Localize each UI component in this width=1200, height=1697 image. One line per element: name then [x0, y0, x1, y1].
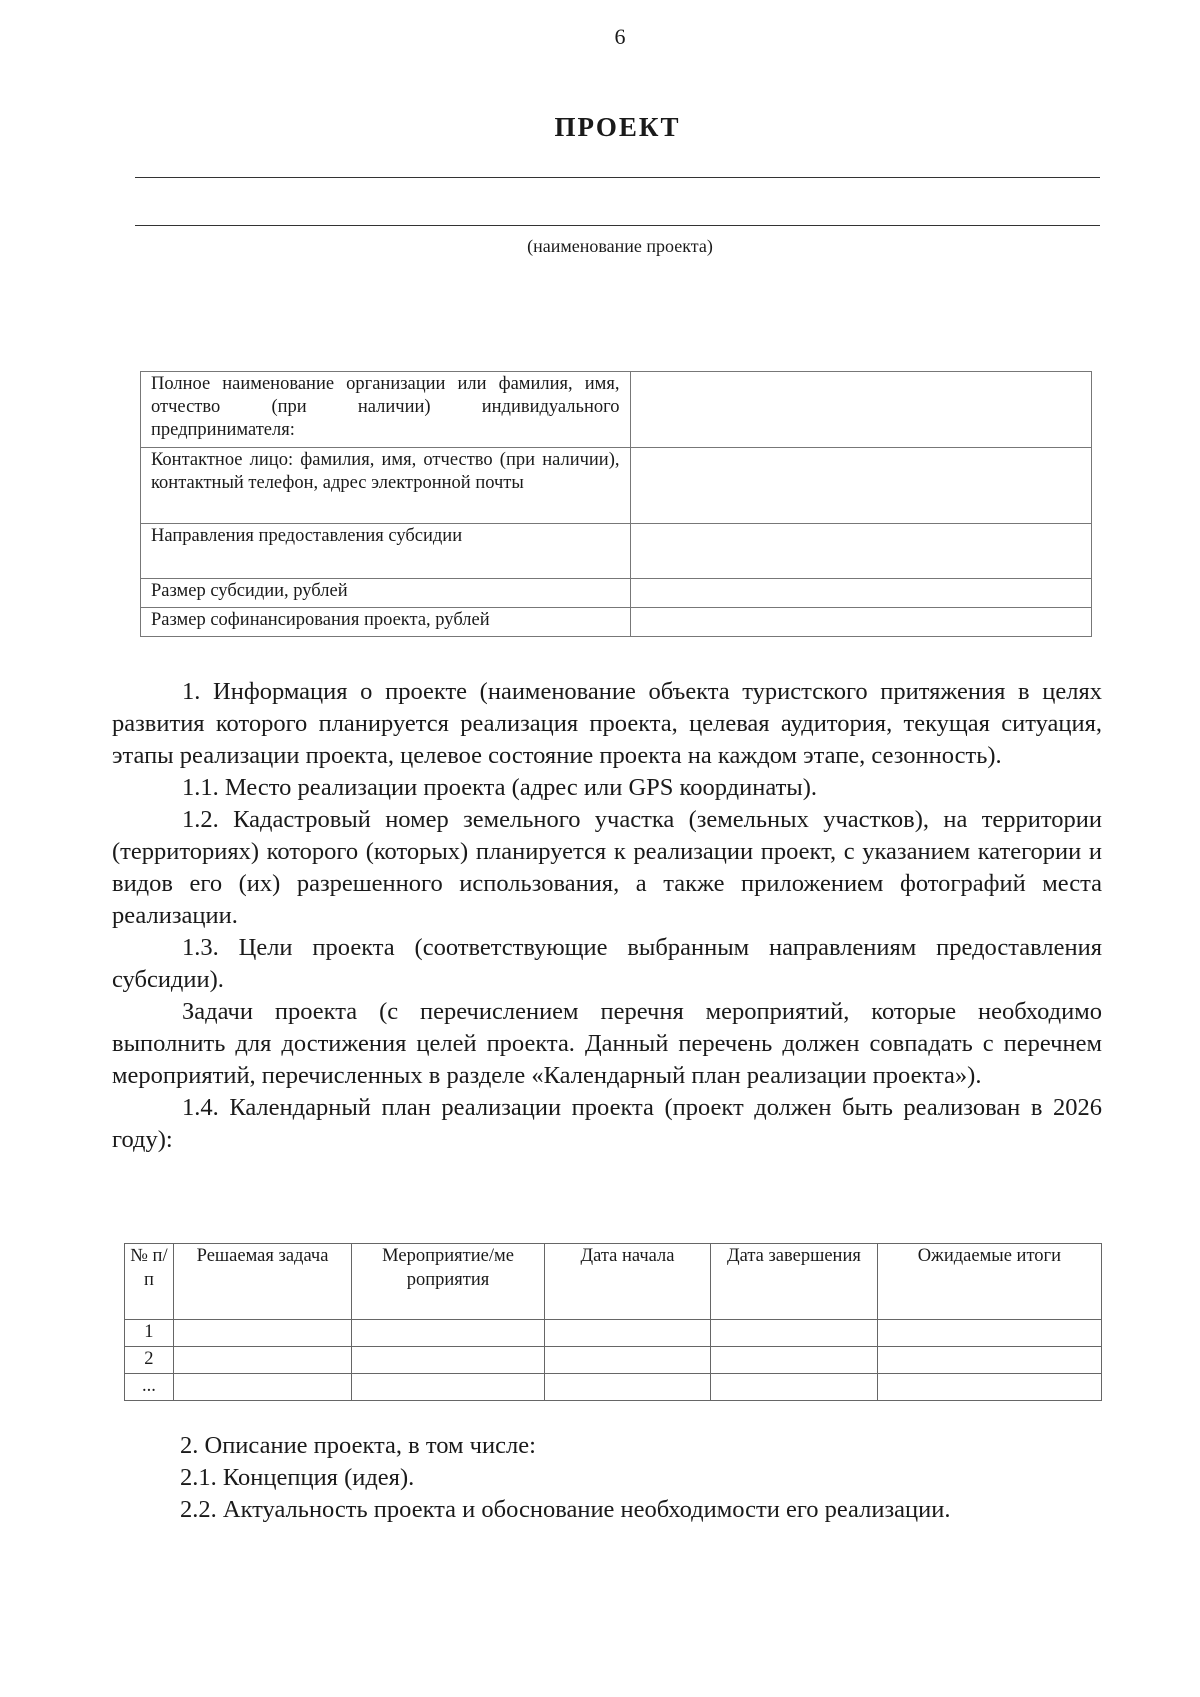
project-name-line-2 — [135, 225, 1100, 226]
table-cell: ... — [125, 1374, 174, 1401]
project-information-section — [112, 676, 1102, 1156]
project-name-caption: (наименование проекта) — [527, 236, 713, 256]
calendar-plan-table — [124, 1243, 1102, 1401]
table-cell — [544, 1347, 710, 1374]
paragraph-location: 1.1. Место реализации проекта (адрес или GPS координаты). — [182, 774, 818, 801]
table-cell — [173, 1374, 351, 1401]
plan-header-end-date: Дата завершения — [711, 1244, 878, 1320]
table-cell — [352, 1320, 545, 1347]
table-cell — [711, 1347, 878, 1374]
paragraph-goals: 1.3. Цели проекта (соответствующие выбранным направлениям предоставления субсидии). — [112, 934, 1102, 993]
paragraph-calendar-plan: 1.4. Календарный план реализации проекта (проект должен быть реализован в 2026 году): — [112, 1094, 1102, 1153]
table-cell — [352, 1374, 545, 1401]
table-cell — [711, 1320, 878, 1347]
info-value — [630, 608, 1092, 637]
table-row — [125, 1374, 1102, 1401]
info-row — [141, 448, 1092, 524]
table-cell — [544, 1320, 710, 1347]
info-row — [141, 608, 1092, 637]
table-cell — [544, 1374, 710, 1401]
plan-header-number: № п/ п — [125, 1244, 174, 1320]
info-row — [141, 372, 1092, 448]
applicant-info-table — [140, 371, 1092, 637]
project-name-line-1 — [135, 177, 1100, 178]
table-cell: 2 — [125, 1347, 174, 1374]
plan-header-start-date: Дата начала — [544, 1244, 710, 1320]
table-row — [125, 1347, 1102, 1374]
info-label: Направления предоставления субсидии — [141, 524, 631, 579]
table-row — [125, 1320, 1102, 1347]
table-cell — [711, 1374, 878, 1401]
table-cell — [173, 1347, 351, 1374]
plan-header-task: Решаемая задача — [173, 1244, 351, 1320]
table-cell — [877, 1347, 1101, 1374]
plan-header-row — [125, 1244, 1102, 1320]
plan-header-activity: Мероприятие/ме роприятия — [352, 1244, 545, 1320]
info-label: Размер субсидии, рублей — [141, 579, 631, 608]
paragraph-tasks: Задачи проекта (с перечислением перечня мероприятий, которые необходимо выполнить для достижения целей проекта. Данный перечень должен совпадать с перечнем мероприятий, перечисленных в разделе «Календарный план реализации проекта»). — [112, 998, 1102, 1089]
table-cell — [877, 1374, 1101, 1401]
paragraph-concept: 2.1. Концепция (идея). — [180, 1464, 415, 1491]
table-cell — [352, 1347, 545, 1374]
info-value — [630, 448, 1092, 524]
paragraph-cadastral: 1.2. Кадастровый номер земельного участка (земельных участков), на территории (территориях) которого (которых) планируется к реализации проект, с указанием категории и видов его (их) разрешенного использования, а также приложением фотографий места реализации. — [112, 806, 1102, 929]
table-cell — [173, 1320, 351, 1347]
page-number: 6 — [614, 24, 626, 49]
info-label: Размер софинансирования проекта, рублей — [141, 608, 631, 637]
document-title: ПРОЕКТ — [554, 112, 681, 142]
info-value — [630, 372, 1092, 448]
plan-header-results: Ожидаемые итоги — [877, 1244, 1101, 1320]
info-row — [141, 579, 1092, 608]
info-label: Полное наименование организации или фамилия, имя, отчество (при наличии) индивидуального предпринимателя: — [141, 372, 631, 448]
info-label: Контактное лицо: фамилия, имя, отчество (при наличии), контактный телефон, адрес электронной почты — [141, 448, 631, 524]
info-value — [630, 579, 1092, 608]
paragraph-project-info: 1. Информация о проекте (наименование объекта туристского притяжения в целях развития которого планируется реализация проекта, целевая аудитория, текущая ситуация, этапы реализации проекта, целевое состояние проекта на каждом этапе, сезонность). — [112, 678, 1102, 769]
paragraph-description: 2. Описание проекта, в том числе: — [180, 1432, 536, 1459]
paragraph-relevance: 2.2. Актуальность проекта и обоснование необходимости его реализации. — [180, 1496, 951, 1523]
table-cell — [877, 1320, 1101, 1347]
table-cell: 1 — [125, 1320, 174, 1347]
info-value — [630, 524, 1092, 579]
info-row — [141, 524, 1092, 579]
project-description-section — [112, 1430, 1102, 1526]
